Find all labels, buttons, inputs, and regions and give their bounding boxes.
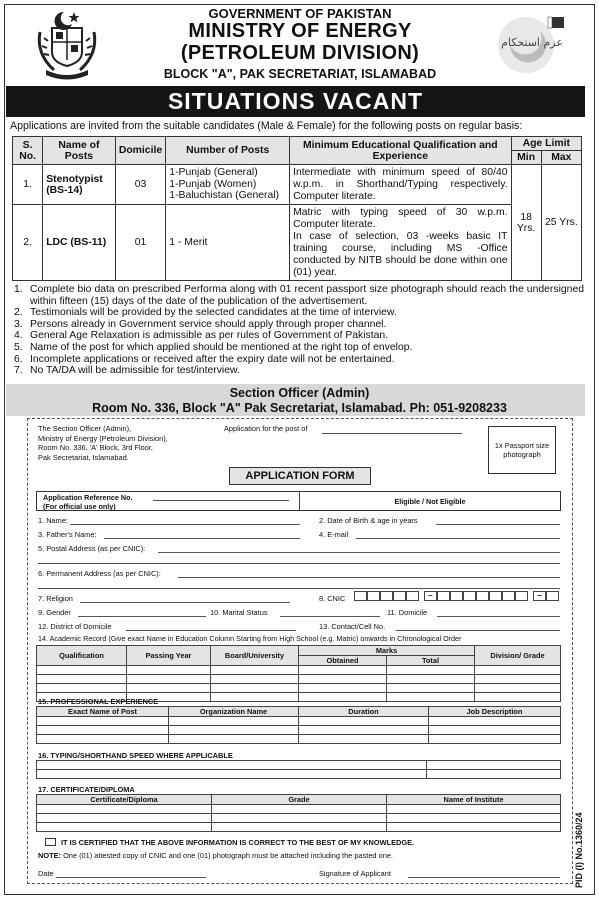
table-row[interactable] bbox=[37, 666, 561, 675]
application-form-title: APPLICATION FORM bbox=[229, 467, 371, 485]
table-row[interactable] bbox=[37, 684, 561, 693]
to-address: The Section Officer (Admin), Ministry of Energy (Petroleum Division), Room No. 336, 'A' Block, 3rd Floor, Pak Secretariat, Islamabad. bbox=[38, 424, 168, 462]
table-row[interactable] bbox=[37, 675, 561, 684]
religion-input[interactable] bbox=[80, 602, 290, 603]
th-post: Name of Posts bbox=[43, 137, 115, 165]
intro-text: Applications are invited from the suitable candidates (Male & Female) for the following posts on regular basis: bbox=[10, 120, 523, 132]
applied-post-label: Application for the post of bbox=[224, 424, 308, 433]
table-row[interactable] bbox=[37, 761, 561, 770]
section-officer-title: Section Officer (Admin) bbox=[229, 386, 370, 400]
postal-address-label: 5. Postal Address (as per CNIC): bbox=[38, 544, 146, 553]
marital-status-input[interactable] bbox=[280, 616, 380, 617]
table-row[interactable] bbox=[37, 814, 561, 823]
logo-text: عزم استحکام bbox=[501, 36, 563, 49]
row1-domicile: 03 bbox=[115, 165, 166, 205]
district-input[interactable] bbox=[126, 630, 296, 631]
posts-table bbox=[12, 136, 582, 281]
date-label: Date bbox=[38, 869, 54, 878]
note-item: 7. No TA/DA will be admissible for test/interview. bbox=[14, 365, 240, 377]
gender-label: 9. Gender bbox=[38, 608, 71, 617]
religion-label: 7. Religion bbox=[38, 594, 73, 603]
row1-sno: 1. bbox=[13, 165, 43, 205]
father-name-input[interactable] bbox=[104, 538, 300, 539]
age-min: 18 Yrs. bbox=[511, 165, 541, 281]
father-name-label: 3. Father's Name: bbox=[38, 530, 97, 539]
note-item: 4. General Age Relaxation is admissible as per rules of Government of Pakistan. bbox=[14, 330, 389, 342]
th-min: Min bbox=[511, 151, 541, 165]
th-age: Age Limit bbox=[511, 137, 581, 151]
th-sno: S. No. bbox=[13, 137, 43, 165]
photo-box: 1x Passport size photograph bbox=[488, 426, 556, 474]
th-max: Max bbox=[541, 151, 581, 165]
email-input[interactable] bbox=[356, 538, 560, 539]
note-item: 1. Complete bio data on prescribed Performa along with 01 recent passport size photograph should reach the undersigned within fifteen (15) days of the date of the publication of the advertisement. bbox=[14, 284, 584, 307]
row2-number: 1 - Merit bbox=[166, 205, 290, 281]
permanent-address-input-2[interactable] bbox=[38, 588, 560, 589]
academic-table: Qualification Passing Year Board/University Marks Division/ Grade Obtained Total bbox=[36, 645, 561, 702]
address-title: BLOCK "A", PAK SECRETARIAT, ISLAMABAD bbox=[163, 67, 437, 81]
dob-input[interactable] bbox=[436, 524, 560, 525]
gov-title: GOVERNMENT OF PAKISTAN bbox=[208, 6, 392, 21]
name-label: 1. Name: bbox=[38, 516, 68, 525]
contact-label: 13. Contact/Cell No. bbox=[319, 622, 386, 631]
table-row[interactable] bbox=[37, 805, 561, 814]
certificate-heading: 17. CERTIFICATE/DIPLOMA bbox=[38, 785, 135, 794]
postal-address-input[interactable] bbox=[158, 552, 560, 553]
professional-experience-heading: 15. PROFESSIONAL EXPERIENCE bbox=[38, 697, 159, 706]
table-row[interactable] bbox=[37, 823, 561, 832]
azm-e-istehkam-logo bbox=[496, 14, 568, 76]
certify-checkbox[interactable] bbox=[45, 838, 56, 846]
typing-speed-heading: 16. TYPING/SHORTHAND SPEED WHERE APPLICABLE bbox=[38, 751, 233, 760]
experience-table: Exact Name of Post Organization Name Duration Job Description bbox=[36, 706, 561, 744]
dob-label: 2. Date of Birth & age in years bbox=[319, 516, 418, 525]
reference-box: Application Reference No. (For official use only) Eligible / Not Eligible bbox=[36, 491, 561, 511]
signature-label: Signature of Applicant bbox=[319, 869, 391, 878]
notes-list bbox=[14, 284, 584, 377]
th-number: Number of Posts bbox=[166, 137, 290, 165]
table-row[interactable] bbox=[37, 726, 561, 735]
note-item: 6. Incomplete applications or received after the expiry date will not be entertained. bbox=[14, 353, 395, 365]
postal-address-input-2[interactable] bbox=[38, 563, 560, 564]
email-label: 4. E-mail bbox=[319, 530, 349, 539]
row2-sno: 2. bbox=[13, 205, 43, 281]
academic-record-label: 14. Academic Record (Give exact Name in Education Column Starting from High School (e.g. Matric) onwards in Chronological Order bbox=[38, 634, 462, 643]
situations-vacant-banner: SITUATIONS VACANT bbox=[6, 86, 585, 117]
division-title: (PETROLEUM DIVISION) bbox=[180, 42, 420, 64]
row1-post: Stenotypist (BS-14) bbox=[43, 165, 115, 205]
note-item: 5. Name of the post for which applied should be mentioned at the right top of envelop. bbox=[14, 341, 413, 353]
note-text: NOTE: One (01) attested copy of CNIC and one (01) photograph must be attached including the pasted one. bbox=[38, 851, 393, 860]
row2-domicile: 01 bbox=[115, 205, 166, 281]
pid-number bbox=[572, 800, 586, 890]
contact-input[interactable] bbox=[396, 630, 560, 631]
th-qual: Minimum Educational Qualification and Experience bbox=[290, 137, 511, 165]
name-input[interactable] bbox=[70, 524, 300, 525]
permanent-address-input[interactable] bbox=[178, 577, 560, 578]
pakistan-emblem-icon bbox=[34, 8, 100, 80]
row2-post: LDC (BS-11) bbox=[43, 205, 115, 281]
section-officer-address: Room No. 336, Block "A" Pak Secretariat, Islamabad. Ph: 051-9208233 bbox=[92, 401, 507, 415]
typing-speed-table[interactable] bbox=[36, 760, 561, 779]
note-item: 2. Testimonials will be provided by the selected candidates at the time of interview. bbox=[14, 307, 397, 319]
table-row[interactable] bbox=[37, 735, 561, 744]
marital-status-label: 10. Marital Status bbox=[210, 608, 268, 617]
district-label: 12. District of Domicile bbox=[38, 622, 112, 631]
signature-input[interactable] bbox=[408, 877, 560, 878]
cnic-label: 8. CNIC bbox=[319, 594, 346, 603]
domicile-input[interactable] bbox=[437, 616, 560, 617]
ministry-title: MINISTRY OF ENERGY bbox=[188, 20, 412, 42]
table-row[interactable] bbox=[37, 717, 561, 726]
table-row[interactable] bbox=[37, 770, 561, 779]
th-domicile: Domicile bbox=[115, 137, 166, 165]
note-item: 3. Persons already in Government service should apply through proper channel. bbox=[14, 318, 387, 330]
permanent-address-label: 6. Permanent Address (as per CNIC): bbox=[38, 569, 161, 578]
svg-text:PID (I) No.1360/24: PID (I) No.1360/24 bbox=[574, 812, 584, 888]
row1-number: 1-Punjab (General) 1-Punjab (Women) 1-Baluchistan (General) bbox=[166, 165, 290, 205]
certify-text: IT IS CERTIFIED THAT THE ABOVE INFORMATION IS CORRECT TO THE BEST OF MY KNOWLEDGE. bbox=[61, 838, 415, 847]
row2-qual: Matric with typing speed of 30 w.p.m. Computer literate. In case of selection, 03 -weeks basic IT training course, including MS -Office conducted by NITB should be done within one (01) year. bbox=[290, 205, 511, 281]
row1-qual: Intermediate with minimum speed of 80/40 w.p.m. in Shorthand/Typing respectively. Computer literate. bbox=[290, 165, 511, 205]
applied-post-input[interactable] bbox=[322, 433, 462, 434]
date-input[interactable] bbox=[56, 877, 206, 878]
domicile-label: 11. Domicile bbox=[387, 608, 428, 617]
age-max: 25 Yrs. bbox=[541, 165, 581, 281]
gender-input[interactable] bbox=[78, 616, 206, 617]
certificate-table: Certificate/Diploma Grade Name of Institute bbox=[36, 794, 561, 832]
